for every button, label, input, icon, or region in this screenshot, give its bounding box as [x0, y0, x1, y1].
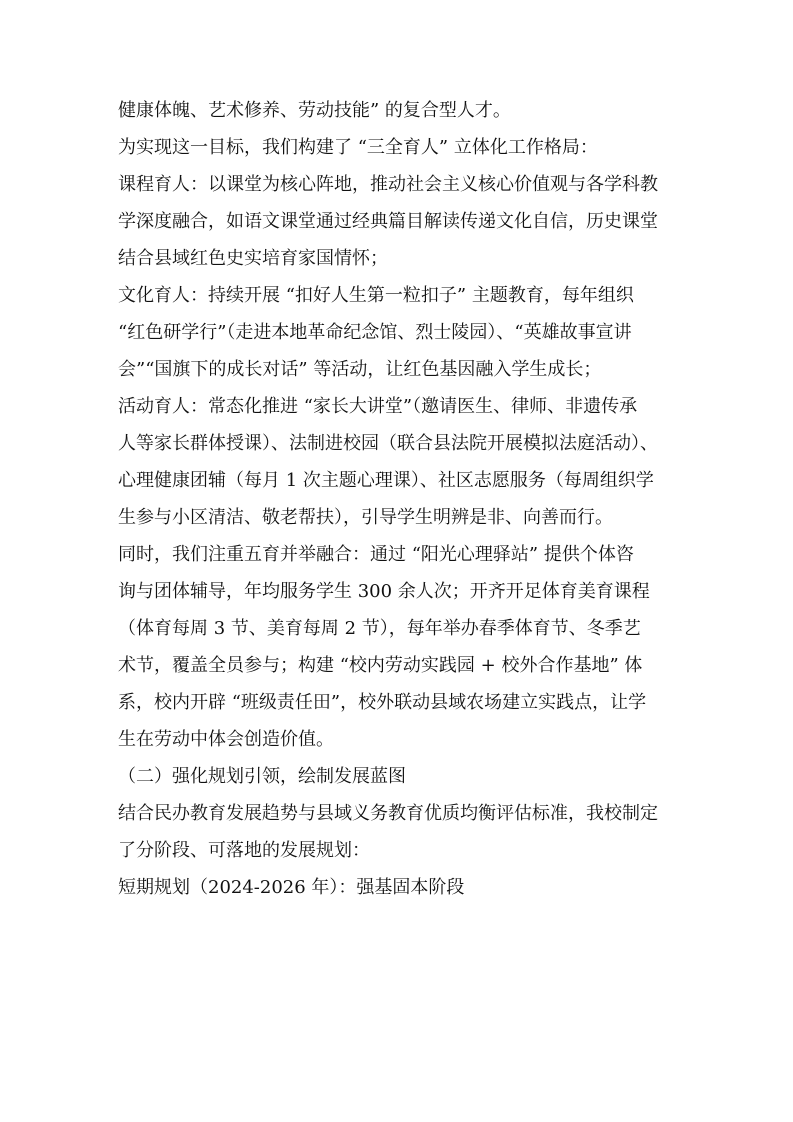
text-line: （体育每周 3 节、美育每周 2 节），每年举办春季体育节、冬季艺 [118, 618, 641, 639]
text-line: 结合县域红色史实培育家国情怀； [118, 248, 388, 269]
text-line: 为实现这一目标，我们构建了 “三全育人” 立体化工作格局： [118, 137, 598, 158]
text-line: 人等家长群体授课）、法制进校园（联合县法院开展模拟法庭活动）、 [118, 433, 658, 454]
text-line: 健康体魄、艺术修养、劳动技能” 的复合型人才。 [118, 100, 511, 121]
text-line: 生在劳动中体会创造价值。 [118, 729, 334, 750]
text-line: “红色研学行”（走进本地革命纪念馆、烈士陵园）、“英雄故事宣讲 [118, 322, 632, 343]
text-line: 学深度融合，如语文课堂通过经典篇目解读传递文化自信，历史课堂 [118, 211, 658, 232]
text-line: 生参与小区清洁、敬老帮扶），引导学生明辨是非、向善而行。 [118, 507, 613, 528]
text-line: 短期规划（2024-2026 年）：强基固本阶段 [118, 877, 465, 898]
text-line: 系，校内开辟 “班级责任田”，校外联动县域农场建立实践点，让学 [118, 692, 647, 713]
text-line: 心理健康团辅（每月 1 次主题心理课）、社区志愿服务（每周组织学 [118, 470, 654, 491]
text-line: 术节，覆盖全员参与；构建 “校内劳动实践园 + 校外合作基地” 体 [118, 655, 643, 676]
body-text [118, 92, 678, 906]
text-line: 文化育人：持续开展 “扣好人生第一粒扣子” 主题教育，每年组织 [118, 285, 634, 306]
text-line: 了分阶段、可落地的发展规划： [118, 840, 370, 861]
text-line: 会”“国旗下的成长对话” 等活动，让红色基因融入学生成长； [118, 359, 602, 380]
section-heading: （二）强化规划引领，绘制发展蓝图 [118, 766, 406, 787]
text-line: 结合民办教育发展趋势与县域义务教育优质均衡评估标准，我校制定 [118, 803, 658, 824]
text-line: 询与团体辅导，年均服务学生 300 余人次；开齐开足体育美育课程 [118, 581, 650, 602]
text-line: 课程育人：以课堂为核心阵地，推动社会主义核心价值观与各学科教 [118, 174, 658, 195]
text-line: 同时，我们注重五育并举融合：通过 “阳光心理驿站” 提供个体咨 [118, 544, 634, 565]
text-line: 活动育人：常态化推进 “家长大讲堂”（邀请医生、律师、非遗传承 [118, 396, 638, 417]
